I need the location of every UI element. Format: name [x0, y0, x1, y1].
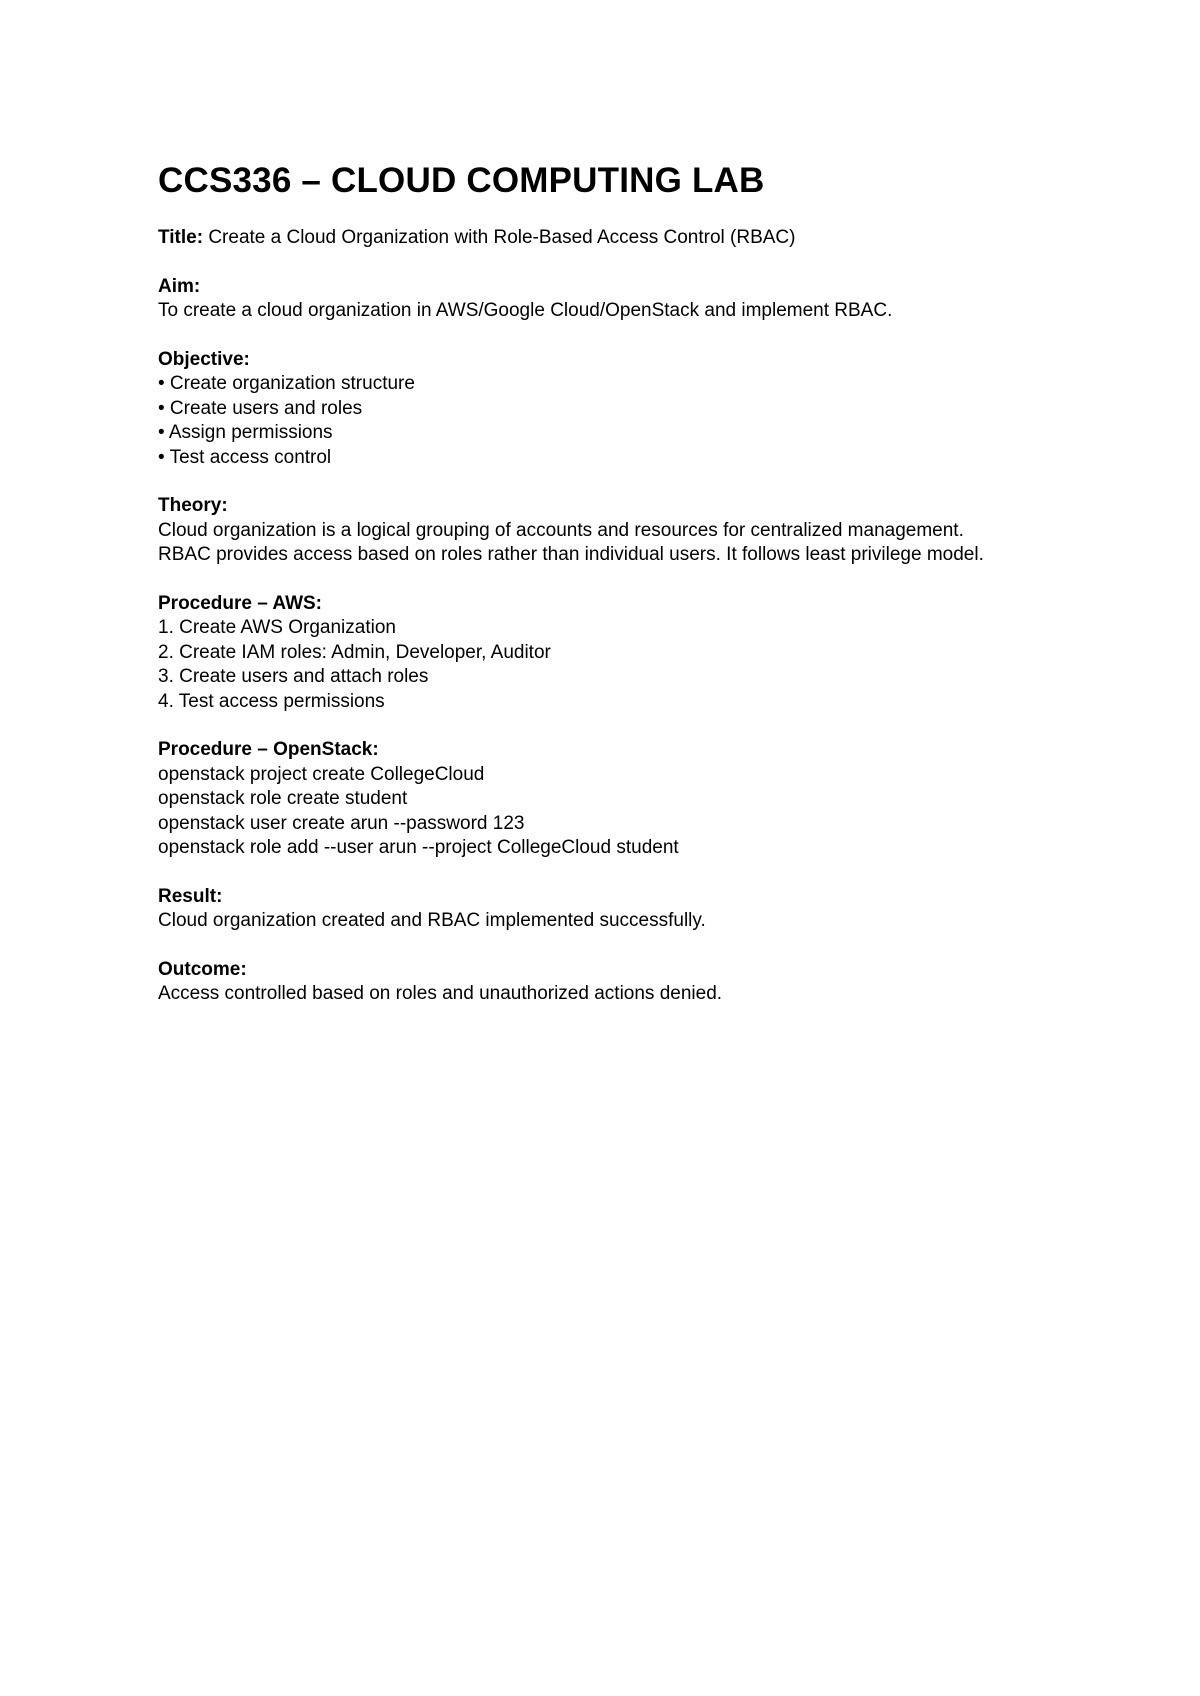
objective-item: • Assign permissions	[158, 422, 333, 443]
procedure-aws-step: 3. Create users and attach roles	[158, 666, 429, 687]
procedure-aws-step: 2. Create IAM roles: Admin, Developer, Auditor	[158, 641, 551, 663]
openstack-command: openstack role create student	[158, 788, 408, 809]
openstack-command: openstack role add --user arun --project CollegeCloud student	[158, 837, 679, 858]
outcome-section	[158, 958, 1138, 1007]
objective-item: • Test access control	[158, 446, 332, 468]
aim-line: To create a cloud organization in AWS/Google Cloud/OpenStack and implement RBAC.	[158, 300, 893, 321]
document-title: CCS336 – CLOUD COMPUTING LAB	[158, 161, 765, 200]
outcome-heading: Outcome:	[158, 958, 247, 980]
lab-title-line	[158, 226, 1138, 251]
procedure-aws-step: 4. Test access permissions	[158, 690, 385, 712]
theory-heading: Theory:	[158, 495, 228, 516]
objective-item: • Create users and roles	[158, 397, 363, 419]
procedure-aws-section	[158, 592, 1138, 715]
result-section	[158, 885, 1138, 934]
procedure-openstack-section	[158, 738, 1138, 861]
objective-heading: Objective:	[158, 348, 250, 370]
openstack-command: openstack user create arun --password 123	[158, 812, 525, 834]
result-heading: Result:	[158, 885, 223, 907]
theory-line: RBAC provides access based on roles rather than individual users. It follows least privilege model.	[158, 544, 984, 565]
objective-item: • Create organization structure	[158, 373, 415, 394]
procedure-aws-heading: Procedure – AWS:	[158, 592, 323, 614]
lab-title-text: Create a Cloud Organization with Role-Based Access Control (RBAC)	[203, 227, 796, 248]
objective-section	[158, 348, 1138, 471]
theory-section	[158, 494, 1138, 568]
procedure-aws-step: 1. Create AWS Organization	[158, 617, 396, 638]
openstack-command: openstack project create CollegeCloud	[158, 763, 485, 785]
lab-title-label: Title:	[158, 227, 204, 248]
document-page	[158, 160, 1138, 1031]
aim-section	[158, 275, 1138, 324]
result-line: Cloud organization created and RBAC implemented successfully.	[158, 910, 706, 931]
theory-line: Cloud organization is a logical grouping of accounts and resources for centralized management.	[158, 519, 964, 541]
procedure-openstack-heading: Procedure – OpenStack:	[158, 739, 379, 760]
outcome-line: Access controlled based on roles and unauthorized actions denied.	[158, 983, 723, 1004]
aim-heading: Aim:	[158, 275, 201, 297]
